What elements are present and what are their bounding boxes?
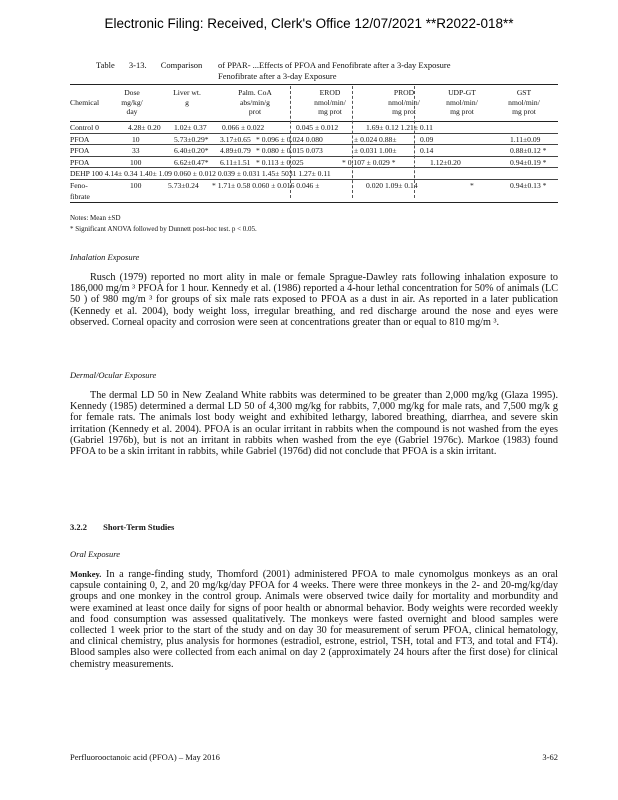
table-row: Control 0 4.28± 0.20 1.02± 0.37 0.066 ± 0.022 0.045 ± 0.012 1.69± 0.12 1.21± 0.11 <box>70 122 558 134</box>
table-note: * Significant ANOVA followed by Dunnett post-hoc test. p < 0.05. <box>70 225 257 233</box>
table-row: PFOA 10 5.73±0.29* 3.17±0.65 * 0.096 ± 0.024 0.080 ± 0.024 0.88± 0.09 1.11±0.09 <box>70 134 558 146</box>
page-number: 3-62 <box>542 752 558 762</box>
footer-doc-title: Perfluorooctanoic acid (PFOA) – May 2016 <box>70 752 220 762</box>
inhalation-paragraph: Rusch (1979) reported no mort ality in male or female Sprague-Dawley rats following inhalation exposure to 186,000 mg/m ³ PFOA for 1 hour. Kennedy et al. (1986) reported a 4-hour lethal concentration for 50% of animals (LC 50 ) of 980 mg/m ³ for groups of six male rats exposed to PFOA as a dust in air. As reported in a later publication (Kennedy et al. 2004), body weight loss, irregular breathing, and red discharge around the nose and eyes were observed. Corneal opacity and corrosion were seen at concentrations greater than or equal to 810 mg/m ³. <box>70 272 558 328</box>
table-title-word: Comparison <box>160 60 203 70</box>
filing-stamp: Electronic Filing: Received, Clerk's Office 12/07/2021 **R2022-018** <box>104 16 514 31</box>
oral-heading: Oral Exposure <box>70 549 120 559</box>
table-row: PFOA 33 6.40±0.20* 4.89±0.79 * 0.080 ± 0.015 0.073 ± 0.031 1.00± 0.14 0.88±0.12 * <box>70 145 558 157</box>
monkey-paragraph: Monkey. In a range-finding study, Thomford (2001) administered PFOA to male cynomolgus monkeys as an oral capsule containing 0, 2, and 20 mg/kg/day PFOA for 4 weeks. There were three monkeys in the 2- and 20-mg/kg/day groups and one monkey in the control group. Animals were observed twice daily for mortality and morbundity and were examined at least once daily for signs of poor health or abnormal behavior. Body weights were recorded weekly and food consumption was assessed qualitatively. The monkeys were fasted overnight and blood samples were collected 1 week prior to the start of the study and on day 30 for measurement of serum PFOA, clinical hematology, and clinical chemistry, plus analysis for hormones (estradiol, estrone, estriol, TSH, total and FT3, and total and FT4). Blood samples also were collected from each animal on day 2 (approximately 24 hours after the first dose) for clinical chemistry measurements. <box>70 569 558 670</box>
col-header-prod: PROD nmol/min/ mg prot <box>388 88 420 116</box>
table-title-line2: Fenofibrate after a 3-day Exposure <box>218 71 337 81</box>
table-row: fibrate <box>70 191 558 203</box>
table-header-row <box>70 86 558 122</box>
table-column-divider <box>414 86 415 198</box>
col-header-udp-gt: UDP-GT nmol/min/ mg prot <box>446 88 478 116</box>
table-title-line1: of PPAR- ...Effects of PFOA and Fenofibrate after a 3-day Exposure <box>218 60 451 70</box>
table-caption <box>96 60 451 81</box>
table-column-divider <box>352 86 353 198</box>
table-top-rule <box>70 84 558 85</box>
comparison-table <box>70 86 558 203</box>
col-header-gst: GST nmol/min/ mg prot <box>508 88 540 116</box>
table-label: Table <box>96 60 115 70</box>
table-column-divider <box>290 86 291 198</box>
page-footer <box>70 752 558 762</box>
col-header-palm-coa: Palm. CoA abs/min/g prot <box>238 88 272 116</box>
col-header-erod: EROD nmol/min/ mg prot <box>314 88 346 116</box>
table-note: Notes: Mean ±SD <box>70 214 121 222</box>
col-header-liver: Liver wt. g <box>173 88 201 107</box>
inhalation-heading: Inhalation Exposure <box>70 252 140 262</box>
dermal-heading: Dermal/Ocular Exposure <box>70 370 157 380</box>
table-notes <box>70 213 257 235</box>
col-header-chemical: Chemical <box>70 97 100 107</box>
table-row: PFOA 100 6.62±0.47* 6.11±1.51 * 0.113 ± 0.025 * 0.107 ± 0.029 * 1.12±0.20 0.94±0.19 * <box>70 157 558 169</box>
table-row: DEHP 100 4.14± 0.34 1.40± 1.09 0.060 ± 0.012 0.039 ± 0.031 1.45± 5031 1.27± 0.11 <box>70 168 558 180</box>
monkey-lead: Monkey. <box>70 569 102 579</box>
table-number: 3-13. <box>128 60 147 70</box>
col-header-dose: Dose mg/kg/ day <box>121 88 143 116</box>
dermal-paragraph: The dermal LD 50 in New Zealand White rabbits was determined to be greater than 2,000 mg/kg (Glaza 1995). Kennedy (1985) determined a dermal LD 50 of 4,300 mg/kg for rabbits, 7,000 mg/kg for male rats, and 7,500 mg/k g for female rats. The animals lost body weight and exhibited lethargy, labored breathing, diarrhea, and severe skin irritation (Kennedy et al. 2004). PFOA is an ocular irritant in rabbits when the compound is not washed from the eyes (Gabriel 1976b), but is not an irritant in rabbits when washed from the eye (Gabriel 1976c). Markoe (1983) found PFOA to be a skin irritant in rabbits, while Gabriel (1976d) did not conclude that PFOA is a skin irritant. <box>70 390 558 458</box>
short-term-heading: 3.2.2 Short-Term Studies <box>70 522 175 532</box>
table-row: Feno- 100 5.73±0.24 * 1.71± 0.58 0.060 ± 0.016 0.046 ± 0.020 1.09± 0.14 * 0.94±0.13 * <box>70 180 547 190</box>
